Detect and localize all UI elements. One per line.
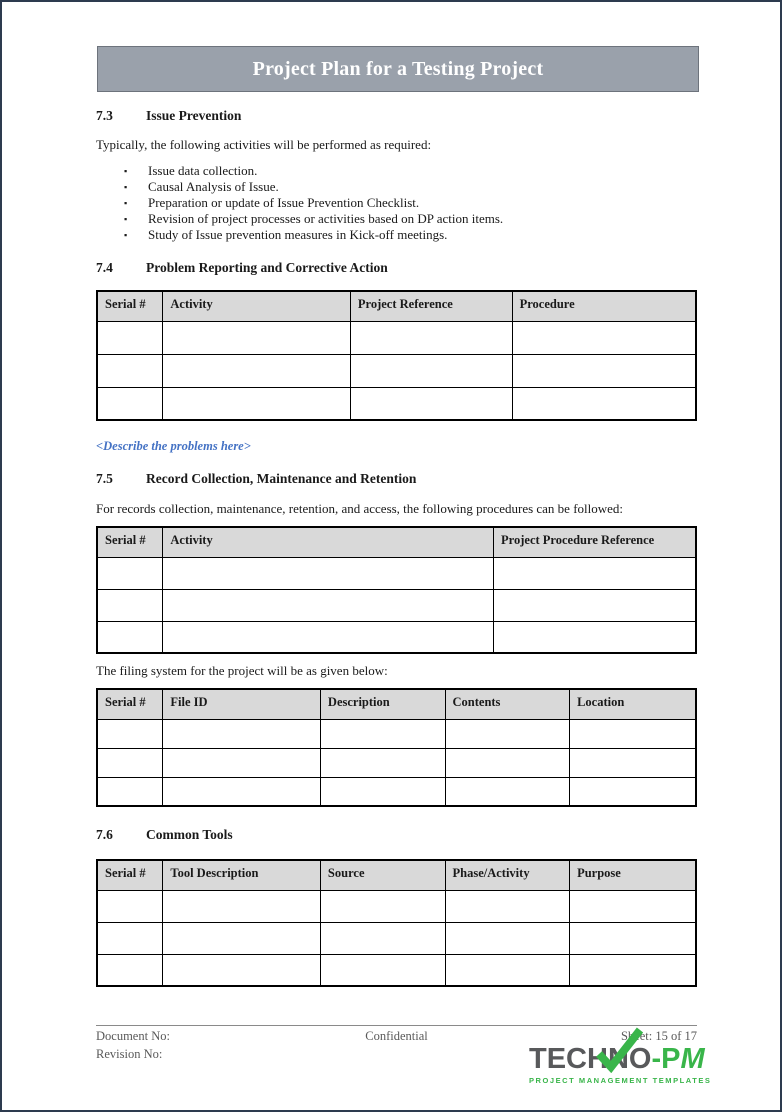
empty-cell[interactable] [97, 621, 163, 653]
empty-cell[interactable] [163, 354, 350, 387]
empty-cell[interactable] [97, 354, 163, 387]
record-collection-table [96, 526, 697, 654]
empty-cell[interactable] [512, 321, 696, 354]
sheet-number: Sheet: 15 of 17 [620, 1029, 697, 1043]
table-header-row [97, 527, 696, 557]
table-header-row [97, 689, 696, 719]
empty-cell[interactable] [512, 354, 696, 387]
table-row [97, 354, 696, 387]
table-header-row [97, 860, 696, 890]
logo-text-tech: TECH [529, 1043, 608, 1075]
empty-cell[interactable] [97, 321, 163, 354]
record-collection-intro: For records collection, maintenance, retention, and access, the following procedures can be followed: [96, 501, 624, 516]
table-row [97, 557, 696, 589]
empty-cell[interactable] [97, 748, 163, 777]
bullet-item [96, 227, 697, 243]
empty-cell[interactable] [163, 890, 321, 922]
column-header: File ID [163, 689, 321, 719]
empty-cell[interactable] [320, 922, 445, 954]
logo-tagline: PROJECT MANAGEMENT TEMPLATES [529, 1076, 712, 1085]
column-header: Location [570, 689, 696, 719]
bullet-text: Issue data collection. [148, 163, 258, 178]
common-tools-table [96, 859, 697, 987]
empty-cell[interactable] [97, 557, 163, 589]
section-title: Common Tools [146, 827, 233, 842]
section-number: 7.4 [96, 260, 113, 275]
empty-cell[interactable] [445, 890, 570, 922]
empty-cell[interactable] [163, 748, 321, 777]
bullet-text: Revision of project processes or activities based on DP action items. [148, 211, 504, 226]
bullet-text: Preparation or update of Issue Prevention Checklist. [148, 195, 420, 210]
empty-cell[interactable] [163, 954, 321, 986]
column-header: Purpose [570, 860, 696, 890]
bullet-item [96, 211, 697, 227]
problem-reporting-table [96, 290, 697, 421]
logo-text-n: N [607, 1043, 629, 1075]
bullet-item [96, 195, 697, 211]
bullet-square-icon: ▪ [124, 198, 128, 208]
section-heading-7-6 [96, 827, 697, 843]
empty-cell[interactable] [350, 354, 512, 387]
column-header: Serial # [97, 860, 163, 890]
logo-text-dash-p: -P [651, 1043, 681, 1075]
describe-problems-placeholder[interactable]: <Describe the problems here> [96, 439, 251, 453]
empty-cell[interactable] [570, 954, 696, 986]
empty-cell[interactable] [445, 748, 570, 777]
table-row [97, 321, 696, 354]
document-no-label: Document No: [96, 1029, 170, 1043]
column-header: Activity [163, 527, 494, 557]
empty-cell[interactable] [350, 387, 512, 420]
issue-prevention-list [96, 163, 697, 243]
logo-text-o: O [628, 1043, 652, 1075]
column-header: Phase/Activity [445, 860, 570, 890]
logo-wordmark [529, 1043, 705, 1075]
empty-cell[interactable] [163, 387, 350, 420]
column-header: Serial # [97, 291, 163, 321]
table-row [97, 621, 696, 653]
column-header: Project Procedure Reference [494, 527, 696, 557]
column-header: Source [320, 860, 445, 890]
table-row [97, 954, 696, 986]
section-heading-7-4 [96, 260, 697, 276]
empty-cell[interactable] [320, 954, 445, 986]
empty-cell[interactable] [163, 557, 494, 589]
empty-cell[interactable] [494, 589, 696, 621]
empty-cell[interactable] [97, 589, 163, 621]
section-title: Problem Reporting and Corrective Action [146, 260, 388, 275]
empty-cell[interactable] [494, 621, 696, 653]
empty-cell[interactable] [97, 890, 163, 922]
section-heading-7-5 [96, 471, 697, 487]
empty-cell[interactable] [97, 387, 163, 420]
table-row [97, 387, 696, 420]
bullet-square-icon: ▪ [124, 166, 128, 176]
bullet-square-icon: ▪ [124, 230, 128, 240]
table-row [97, 777, 696, 806]
revision-no-label: Revision No: [96, 1047, 163, 1061]
table-row [97, 922, 696, 954]
empty-cell[interactable] [570, 719, 696, 748]
document-title-banner [97, 46, 699, 92]
empty-cell[interactable] [494, 557, 696, 589]
table-row [97, 748, 696, 777]
empty-cell[interactable] [163, 589, 494, 621]
table-row [97, 719, 696, 748]
filing-system-intro: The filing system for the project will be as given below: [96, 663, 388, 678]
empty-cell[interactable] [445, 777, 570, 806]
techno-pm-logo [529, 1043, 712, 1085]
empty-cell[interactable] [320, 748, 445, 777]
table-row [97, 890, 696, 922]
empty-cell[interactable] [350, 321, 512, 354]
empty-cell[interactable] [97, 922, 163, 954]
empty-cell[interactable] [512, 387, 696, 420]
page-footer [96, 1025, 712, 1085]
empty-cell[interactable] [570, 922, 696, 954]
column-header: Procedure [512, 291, 696, 321]
empty-cell[interactable] [163, 621, 494, 653]
table-row [97, 589, 696, 621]
empty-cell[interactable] [570, 748, 696, 777]
empty-cell[interactable] [163, 922, 321, 954]
empty-cell[interactable] [445, 719, 570, 748]
section-number: 7.3 [96, 108, 113, 123]
document-title: Project Plan for a Testing Project [252, 57, 544, 80]
bullet-text: Causal Analysis of Issue. [148, 179, 279, 194]
empty-cell[interactable] [445, 922, 570, 954]
empty-cell[interactable] [570, 890, 696, 922]
column-header: Description [320, 689, 445, 719]
bullet-text: Study of Issue prevention measures in Kick-off meetings. [148, 227, 448, 242]
bullet-item [96, 163, 697, 179]
section-title: Record Collection, Maintenance and Retention [146, 471, 417, 486]
empty-cell[interactable] [163, 321, 350, 354]
section-title: Issue Prevention [146, 108, 242, 123]
section-number: 7.5 [96, 471, 113, 486]
column-header: Contents [445, 689, 570, 719]
issue-prevention-intro: Typically, the following activities will be performed as required: [96, 137, 432, 152]
empty-cell[interactable] [97, 954, 163, 986]
empty-cell[interactable] [97, 777, 163, 806]
empty-cell[interactable] [163, 719, 321, 748]
section-number: 7.6 [96, 827, 113, 842]
column-header: Project Reference [350, 291, 512, 321]
empty-cell[interactable] [320, 777, 445, 806]
column-header: Activity [163, 291, 350, 321]
column-header: Serial # [97, 527, 163, 557]
empty-cell[interactable] [97, 719, 163, 748]
empty-cell[interactable] [320, 890, 445, 922]
column-header: Tool Description [163, 860, 321, 890]
section-heading-7-3 [96, 108, 697, 124]
bullet-square-icon: ▪ [124, 214, 128, 224]
confidential-label: Confidential [365, 1029, 428, 1043]
table-header-row [97, 291, 696, 321]
empty-cell[interactable] [570, 777, 696, 806]
empty-cell[interactable] [320, 719, 445, 748]
column-header: Serial # [97, 689, 163, 719]
bullet-square-icon: ▪ [124, 182, 128, 192]
empty-cell[interactable] [163, 777, 321, 806]
filing-system-table [96, 688, 697, 807]
logo-text-m: M [680, 1043, 705, 1075]
document-content [96, 92, 697, 987]
bullet-item [96, 179, 697, 195]
empty-cell[interactable] [445, 954, 570, 986]
